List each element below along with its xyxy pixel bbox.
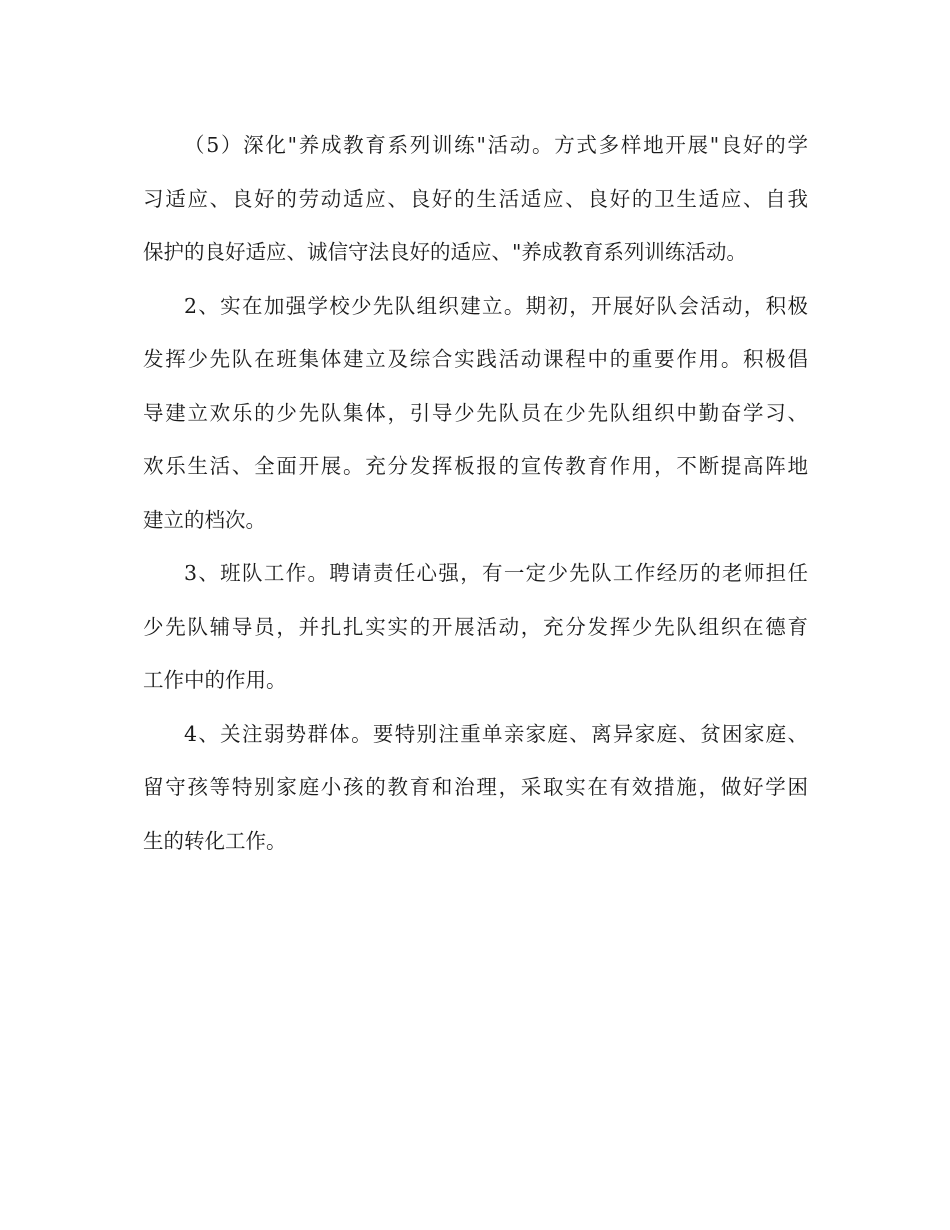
paragraph-line: 生的转化工作。 [143, 828, 287, 853]
paragraph-line: 4、关注弱势群体。要特别注重单亲家庭、离异家庭、贫困家庭、 [184, 721, 808, 746]
paragraph-class-team-work [143, 547, 808, 708]
paragraph-line: 习适应、良好的劳动适应、良好的生活适应、良好的卫生适应、自我 [143, 186, 808, 211]
paragraph-line: 保护的良好适应、诚信守法良好的适应、"养成教育系列训练活动。 [143, 240, 747, 264]
paragraph-line: 工作中的作用。 [143, 668, 287, 692]
paragraph-young-pioneers-organization [143, 280, 808, 548]
paragraph-line: 建立的档次。 [143, 507, 266, 532]
paragraph-line: （5）深化"养成教育系列训练"活动。方式多样地开展"良好的学 [184, 133, 808, 157]
document-body [143, 119, 808, 868]
paragraph-line: 少先队辅导员，并扎扎实实的开展活动，充分发挥少先队组织在德育 [143, 614, 808, 639]
paragraph-line: 导建立欢乐的少先队集体，引导少先队员在少先队组织中勤奋学习、 [143, 400, 808, 425]
paragraph-vulnerable-groups [143, 708, 808, 869]
paragraph-line: 发挥少先队在班集体建立及综合实践活动课程中的重要作用。积极倡 [143, 347, 808, 371]
paragraph-deepen-habit-training [143, 119, 808, 280]
paragraph-line: 3、班队工作。聘请责任心强，有一定少先队工作经历的老师担任 [184, 561, 808, 585]
paragraph-line: 留守孩等特别家庭小孩的教育和治理，采取实在有效措施，做好学困 [143, 775, 808, 799]
paragraph-line: 2、实在加强学校少先队组织建立。期初，开展好队会活动，积极 [184, 293, 808, 318]
paragraph-line: 欢乐生活、全面开展。充分发挥板报的宣传教育作用，不断提高阵地 [143, 454, 808, 478]
